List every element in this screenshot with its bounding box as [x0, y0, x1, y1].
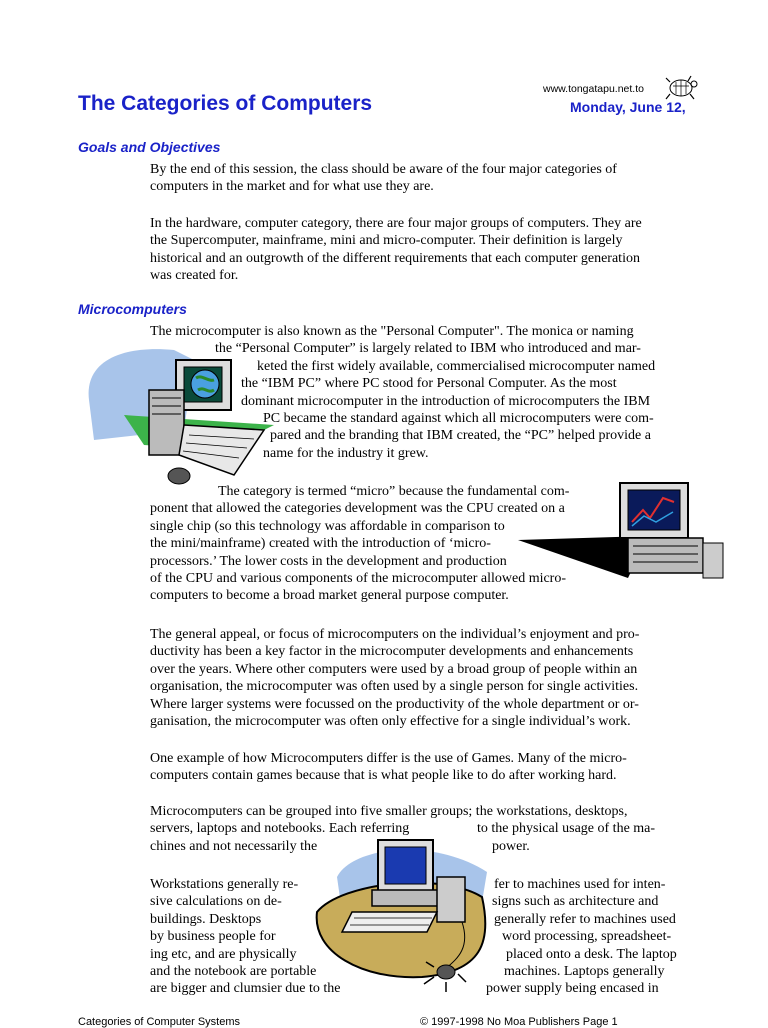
- turtle-logo-icon: [664, 72, 700, 104]
- micro-paragraph-2: The category is termed “micro” because the fundamental com- ponent that allowed the categories development was the CPU created on a single chip (so this technology was affordable in comparison to the mini/mainframe) created with the introduction of ‘micro- processors.’ The lower costs in the development and production of the CPU and various components of the microcomputer allowed micro- computers to become a broad market general purpose computer.: [150, 484, 570, 604]
- microcomputers-heading: Microcomputers: [78, 301, 187, 317]
- footer-copyright: © 1997-1998 No Moa Publishers Page 1: [420, 1016, 618, 1028]
- micro-paragraph-3: The general appeal, or focus of microcomputers on the individual’s enjoyment and pro- ductivity has been a key factor in the microcomputer developments and enhancements over the years. Where other computers were used by a broad group of people within an organisation, the microcomputer was often used by a single person for single activities. Where larger systems were focussed on the productivity of the whole department or or- ganisation, the microcomputer was often only effective for a single individual’s work.: [150, 627, 640, 729]
- micro-paragraph-6: Workstations generally re- sive calculations on de- buildings. Desktops by business people for ing etc, and are physically and the notebook are portable are bigger and clumsier due to the: [150, 877, 341, 997]
- goals-heading: Goals and Objectives: [78, 139, 221, 155]
- micro-paragraph-4: One example of how Microcomputers differ is the use of Games. Many of the micro- computers contain games because that is what people like to do after working hard.: [150, 751, 627, 784]
- micro-paragraph-6-right: fer to machines used for inten- signs such as architecture and generally refer to machines used word processing, spreadsheet- placed onto a desk. The laptop machines. Laptops generally power supply being encased in: [486, 877, 677, 997]
- footer-title: Categories of Computer Systems: [78, 1016, 241, 1028]
- header-date: Monday, June 12,: [570, 99, 686, 115]
- page-title: The Categories of Computers: [78, 92, 373, 115]
- goals-paragraph-1: By the end of this session, the class should be aware of the four major categories of computers in the market and for what use they are.: [150, 162, 617, 195]
- micro-paragraph-5-right: to the physical usage of the ma- power.: [477, 821, 656, 854]
- micro-paragraph-1: The microcomputer is also known as the "Personal Computer". The monica or naming the “Personal Computer” is largely related to IBM who introduced and mar- keted the first widely available, commercialised microcomputer named the “IBM PC” where PC stood for Personal Computer. As the most dominant microcomputer in the introduction of microcomputers the IBM PC became the standard against which all microcomputers were com- pared and the branding that IBM created, the “PC” helped provide a name for the industry it grew.: [150, 324, 656, 461]
- micro-paragraph-5: Microcomputers can be grouped into five smaller groups; the workstations, desktops, servers, laptops and notebooks. Each referring chines and not necessarily the: [150, 804, 628, 854]
- website-url: www.tongatapu.net.to: [543, 83, 644, 95]
- goals-paragraph-2: In the hardware, computer category, there are four major groups of computers. They are the Supercomputer, mainframe, mini and micro-computer. Their definition is largely historical and an outgrowth of the different requirements that each computer generation was created for.: [150, 216, 642, 284]
